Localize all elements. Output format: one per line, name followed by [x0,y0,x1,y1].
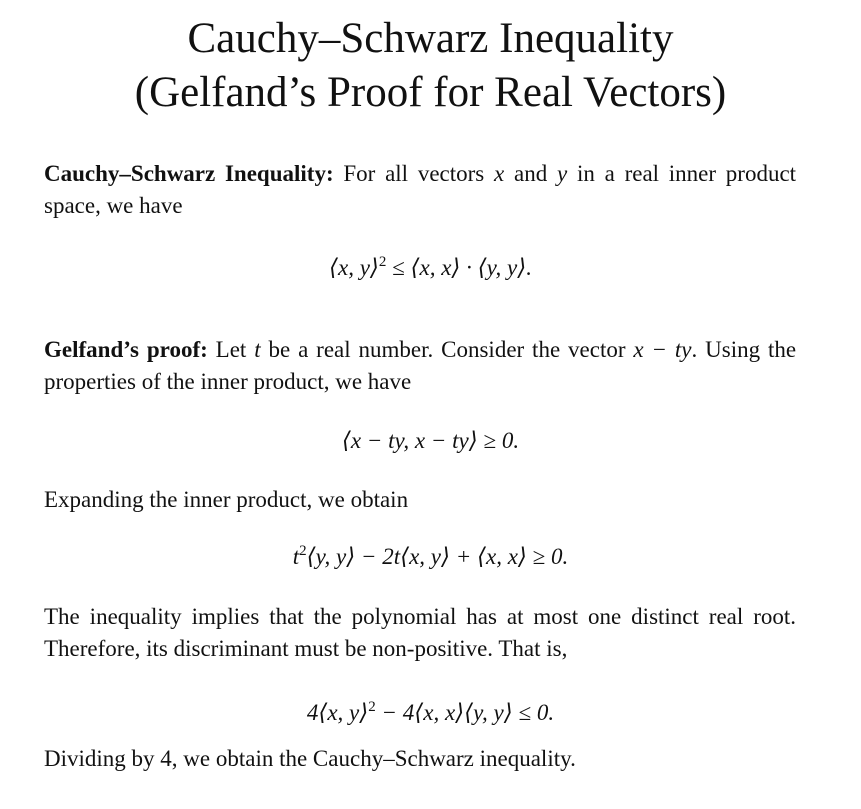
var-x: x [494,161,505,186]
title-line-2: (Gelfand’s Proof for Real Vectors) [134,69,727,116]
formula2-rest: ⟨y, y⟩ − 2t⟨x, y⟩ + ⟨x, x⟩ ≥ 0. [306,544,569,569]
expand-paragraph: Expanding the inner product, we obtain [44,487,409,512]
formula3-exponent: 2 [368,699,376,715]
formula3-b: − 4⟨x, x⟩⟨y, y⟩ ≤ 0. [375,700,555,725]
formula-rest: ≤ ⟨x, x⟩ · ⟨y, y⟩. [386,255,532,280]
formula2-exponent: 2 [299,543,307,559]
formula1: ⟨x − ty, x − ty⟩ ≥ 0. [341,428,520,453]
formula2-t: t [292,544,300,569]
proof-text-c: . Using the properties of the inner product, we have [44,337,797,394]
proof-text-b: be a real number. Consider the vector [268,337,626,362]
proof-label: Gelfand’s proof: [44,337,208,362]
discriminant-paragraph: The inequality implies that the polynomial has at most one distinct real root. Therefore, its discriminant must be non-positive. That is, [44,604,796,661]
var-y: y [556,161,568,186]
vector-expression: x − ty [633,337,692,362]
proof-paragraph [44,334,796,398]
proof-text-a: Let [215,337,247,362]
statement-text-b: and [514,161,548,186]
cauchy-schwarz-formula [0,252,861,284]
nonnegativity-formula [0,425,861,457]
var-t: t [254,337,261,362]
formula-exponent: 2 [378,254,387,270]
discriminant-formula [0,697,861,729]
statement-paragraph [44,158,796,222]
statement-label: Cauchy–Schwarz Inequality: [44,161,334,186]
formula3-a: 4⟨x, y⟩ [306,700,369,725]
formula-base: ⟨x, y⟩ [329,255,379,280]
conclusion-paragraph: Dividing by 4, we obtain the Cauchy–Schwarz inequality. [44,746,576,771]
statement-text-c: in a real inner product space, we have [44,161,797,218]
statement-text-a: For all vectors [343,161,485,186]
title-line-1: Cauchy–Schwarz Inequality [187,15,674,62]
quadratic-formula [0,541,861,573]
